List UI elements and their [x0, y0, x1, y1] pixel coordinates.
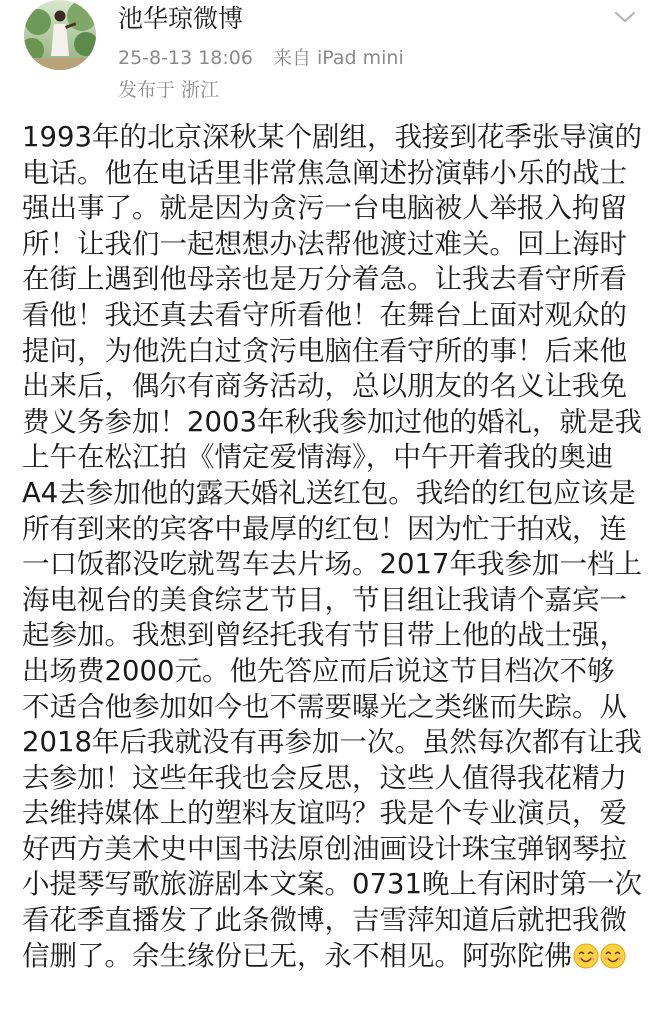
post-line: 2018年后我就没有再参加一次。虽然每次都有让我	[22, 726, 642, 759]
smiling-face-icon	[600, 943, 626, 969]
post-line: 1993年的北京深秋某个剧组，我接到花季张导演的	[22, 121, 642, 153]
post-line: 强出事了。就是因为贪污一台电脑被人举报入拘留	[22, 192, 627, 225]
post-line: A4去参加他的露天婚礼送红包。我给的红包应该是	[22, 476, 636, 509]
smiling-face-icon	[573, 943, 599, 969]
post-line: 费义务参加！2003年秋我参加过他的婚礼，就是我	[22, 405, 642, 438]
post-line: 好西方美术史中国书法原创油画设计珠宝弹钢琴拉	[22, 832, 627, 865]
post-line: 所！让我们一起想想办法帮他渡过难关。回上海时	[22, 227, 627, 260]
post-body	[22, 120, 642, 974]
post-last-line	[22, 939, 642, 975]
post-line: 在街上遇到他母亲也是万分着急。让我去看守所看	[22, 263, 627, 296]
post-line: 去参加！这些年我也会反思，这些人值得我花精力	[22, 761, 627, 794]
post-line: 出来后，偶尔有商务活动，总以朋友的名义让我免	[22, 370, 627, 403]
post-line: 小提琴写歌旅游剧本文案。0731晚上有闲时第一次	[22, 868, 642, 901]
post-location: 发布于 浙江	[118, 79, 220, 101]
post-line: 起参加。我想到曾经托我有节目带上他的战士强，	[22, 619, 627, 652]
post-line: 去维持媒体上的塑料友谊吗？我是个专业演员，爱	[22, 797, 627, 830]
post-line: 海电视台的美食综艺节目，节目组让我请个嘉宾一	[22, 583, 627, 616]
post-line: 所有到来的宾客中最厚的红包！因为忙于拍戏，连	[22, 512, 627, 545]
avatar[interactable]	[24, 0, 96, 70]
post-line: 看他！我还真去看守所看他！在舞台上面对观众的	[22, 298, 627, 331]
post-line: 出场费2000元。他先答应而后说这节目档次不够	[22, 654, 615, 687]
post-line: 看花季直播发了此条微博，吉雪萍知道后就把我微	[22, 904, 627, 937]
post-line: 上午在松江拍《情定爱情海》，中午开着我的奥迪	[22, 441, 614, 474]
post-source: 来自 iPad mini	[272, 47, 404, 69]
post-line-text: 信删了。余生缘份已无，永不相见。阿弥陀佛	[22, 939, 572, 972]
post-line: 提问，为他洗白过贪污电脑住看守所的事！后来他	[22, 334, 627, 367]
author-name[interactable]: 池华琼微博	[118, 4, 244, 33]
post-line: 电话。他在电话里非常焦急阐述扮演韩小乐的战士	[22, 156, 627, 189]
post-meta	[118, 46, 404, 70]
avatar-photo-icon	[24, 0, 96, 70]
post-line: 一口饭都没吃就驾车去片场。2017年我参加一档上	[22, 548, 642, 581]
post-timestamp: 25-8-13 18:06	[118, 47, 253, 69]
chevron-down-icon[interactable]	[612, 6, 638, 28]
post-line: 不适合他参加如今也不需要曝光之类继而失踪。从	[22, 690, 627, 723]
